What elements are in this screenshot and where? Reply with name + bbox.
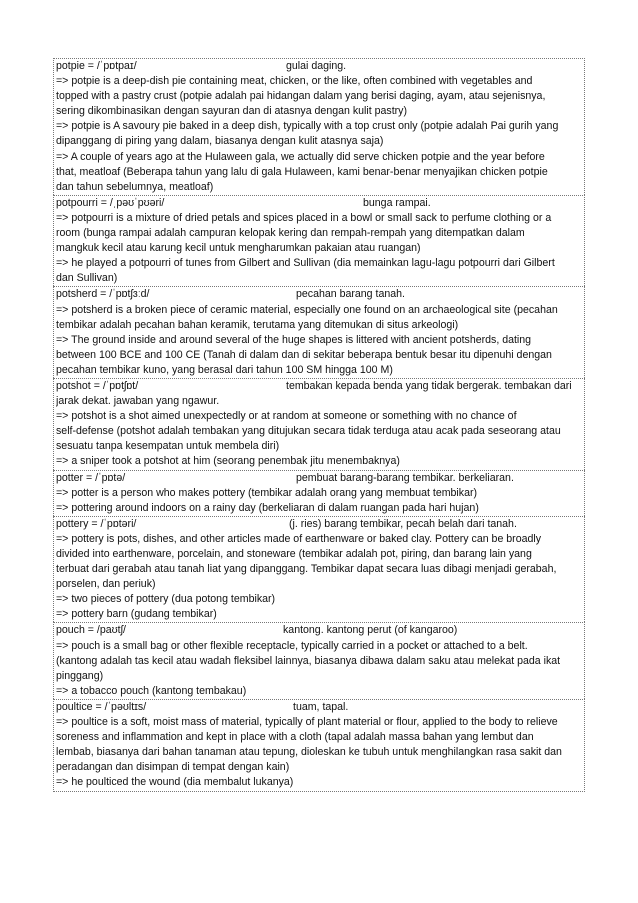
headword: pouch = /paʊtʃ/: [56, 624, 126, 637]
dictionary-entry: [53, 516, 585, 623]
entry-text-line: pecahan tembikar kuno, yang berasal dari tahun 100 SM hingga 100 M): [56, 363, 393, 376]
entry-text-line: => potshot is a shot aimed unexpectedly or at random at someone or something with no chance of: [56, 410, 517, 423]
headword-definition: bunga rampai.: [363, 196, 431, 209]
document-page: [53, 58, 585, 792]
entry-text-line: dipanggang di piring yang dalam, biasanya dengan kulit atasnya saja): [56, 135, 384, 148]
entry-text-line: divided into earthenware, porcelain, and stoneware (tembikar adalah pot, piring, dan barang lain yang: [56, 548, 532, 560]
entry-headword-line: [56, 700, 582, 715]
entry-headword-line: [56, 471, 582, 486]
entry-text-line: peradangan dan disimpan di tempat dengan kain): [56, 761, 290, 774]
entry-text-line: self-defense (potshot adalah tembakan yang ditujukan secara tidak terduga atau acak pada seseorang atau: [56, 425, 561, 438]
entry-text-line: => a sniper took a potshot at him (seorang penembak jitu menembaknya): [56, 455, 400, 468]
headword-definition: tembakan kepada benda yang tidak bergerak. tembakan dari: [286, 379, 572, 392]
entry-text-line: => potpie is a deep-dish pie containing meat, chicken, or the like, often combined with vegetables and: [56, 75, 533, 88]
entry-text-line: => he poulticed the wound (dia membalut lukanya): [56, 776, 294, 789]
entry-text-line: => potpie is A savoury pie baked in a deep dish, typically with a top crust only (potpie adalah Pai gurih yang: [56, 120, 559, 133]
entry-text-line: => potter is a person who makes pottery (tembikar adalah orang yang membuat tembikar): [56, 486, 478, 499]
entry-text-line: soreness and inflammation and kept in place with a cloth (tapal adalah massa bahan yang lembut dan: [56, 731, 534, 744]
entry-text-line: => The ground inside and around several of the huge shapes is littered with ancient potsherds, dating: [56, 333, 532, 346]
headword-definition: gulai daging.: [286, 60, 347, 72]
entry-text-line: terbuat dari gerabah atau tanah liat yang dipanggang. Tembikar dapat secara luas dibagi menjadi gerabah,: [56, 563, 557, 576]
entry-headword-line: [56, 517, 582, 532]
entry-text-line: mangkuk kecil atau karung kecil untuk mengharumkan pakaian atau ruangan): [56, 242, 421, 255]
entry-text-line: porselen, dan periuk): [56, 578, 156, 591]
entry-headword-line: [56, 623, 582, 638]
dictionary-entry: [53, 622, 585, 698]
entry-text-line: => a tobacco pouch (kantong tembakau): [56, 684, 247, 697]
entry-text-line: => pottery is pots, dishes, and other articles made of earthenware or baked clay. Pottery can be broadly: [56, 532, 542, 545]
entry-text-line: => A couple of years ago at the Hulaween gala, we actually did serve chicken potpie and the year before: [56, 150, 545, 163]
entry-text-line: => two pieces of pottery (dua potong tembikar): [56, 593, 276, 606]
entry-text-line: sesuatu tanpa kesempatan untuk membela diri): [56, 440, 280, 453]
entry-headword-line: [56, 379, 582, 394]
entry-text-line: => pottery barn (gudang tembikar): [56, 608, 217, 621]
entry-text-line: => pouch is a small bag or other flexible receptacle, typically carried in a pocket or attached to a belt.: [56, 639, 528, 652]
entry-text-line: dan Sullivan): [56, 272, 118, 285]
entry-text-line: => potpourri is a mixture of dried petals and spices placed in a bowl or small sack to perfume clothing or a: [56, 211, 552, 224]
dictionary-entry: [53, 286, 585, 378]
dictionary-entry: [53, 470, 585, 516]
entry-text-line: jarak dekat. jawaban yang ngawur.: [56, 395, 220, 408]
entry-text-line: sering dikombinasikan dengan sayuran dan di atasnya dengan kulit pastry): [56, 105, 407, 118]
entry-headword-line: [56, 196, 582, 211]
headword-definition: pecahan barang tanah.: [296, 288, 405, 301]
headword: poultice = /ˈpəʊltɪs/: [56, 700, 147, 713]
headword: potpie = /ˈpɒtpaɪ/: [56, 60, 137, 72]
headword-definition: (j. ries) barang tembikar, pecah belah dari tanah.: [289, 517, 517, 530]
entry-text-line: pinggang): [56, 669, 104, 682]
entry-headword-line: [56, 287, 582, 302]
dictionary-entry: [53, 195, 585, 287]
headword-definition: kantong. kantong perut (of kangaroo): [283, 624, 458, 637]
headword: pottery = /ˈpɒtəri/: [56, 517, 137, 530]
dictionary-entry: [53, 58, 585, 195]
headword: potter = /ˈpɒtə/: [56, 471, 126, 484]
entry-text-line: dan tahun sebelumnya, meatloaf): [56, 180, 214, 193]
headword-definition: pembuat barang-barang tembikar. berkeliaran.: [296, 471, 514, 484]
entry-text-line: that, meatloaf (Beberapa tahun yang lalu di gala Hulaween, kami benar-benar menyajikan chicken potpie: [56, 165, 548, 178]
headword: potshot = /ˈpɒtʃɒt/: [56, 379, 139, 392]
entry-text-line: lembab, biasanya dari bahan tanaman atau tepung, dioleskan ke tubuh untuk menghilangkan rasa sakit dan: [56, 746, 562, 759]
entry-headword-line: [56, 59, 582, 74]
dictionary-entry: [53, 378, 585, 470]
entry-text-line: => poultice is a soft, moist mass of material, typically of plant material or flour, applied to the body to relieve: [56, 716, 558, 729]
entry-text-line: topped with a pastry crust (potpie adalah pai hidangan dalam yang berisi daging, ayam, atau sejenisnya,: [56, 90, 546, 103]
entry-text-line: => potsherd is a broken piece of ceramic material, especially one found on an archaeological site (pecahan: [56, 303, 558, 316]
headword: potsherd = /ˈpɒtʃɜːd/: [56, 288, 150, 301]
entry-text-line: (kantong adalah tas kecil atau wadah fleksibel lainnya, biasanya dibawa dalam saku atau melekat pada ikat: [56, 654, 561, 667]
entry-text-line: room (bunga rampai adalah campuran kelopak kering dan rempah-rempah yang ditempatkan dalam: [56, 227, 525, 240]
entry-text-line: => he played a potpourri of tunes from Gilbert and Sullivan (dia memainkan lagu-lagu potpourri dari Gilbert: [56, 257, 555, 270]
headword: potpourri = /ˌpəʊˈpʊəri/: [56, 196, 165, 209]
headword-definition: tuam, tapal.: [293, 700, 349, 713]
dictionary-entry: [53, 699, 585, 792]
entry-text-line: between 100 BCE and 100 CE (Tanah di dalam dan di sekitar beberapa bentuk besar itu dipenuhi dengan: [56, 348, 552, 361]
entry-text-line: tembikar adalah pecahan bahan keramik, terutama yang ditemukan di situs arkeologi): [56, 318, 459, 331]
entry-text-line: => pottering around indoors on a rainy day (berkeliaran di dalam ruangan pada hari hujan): [56, 501, 479, 514]
